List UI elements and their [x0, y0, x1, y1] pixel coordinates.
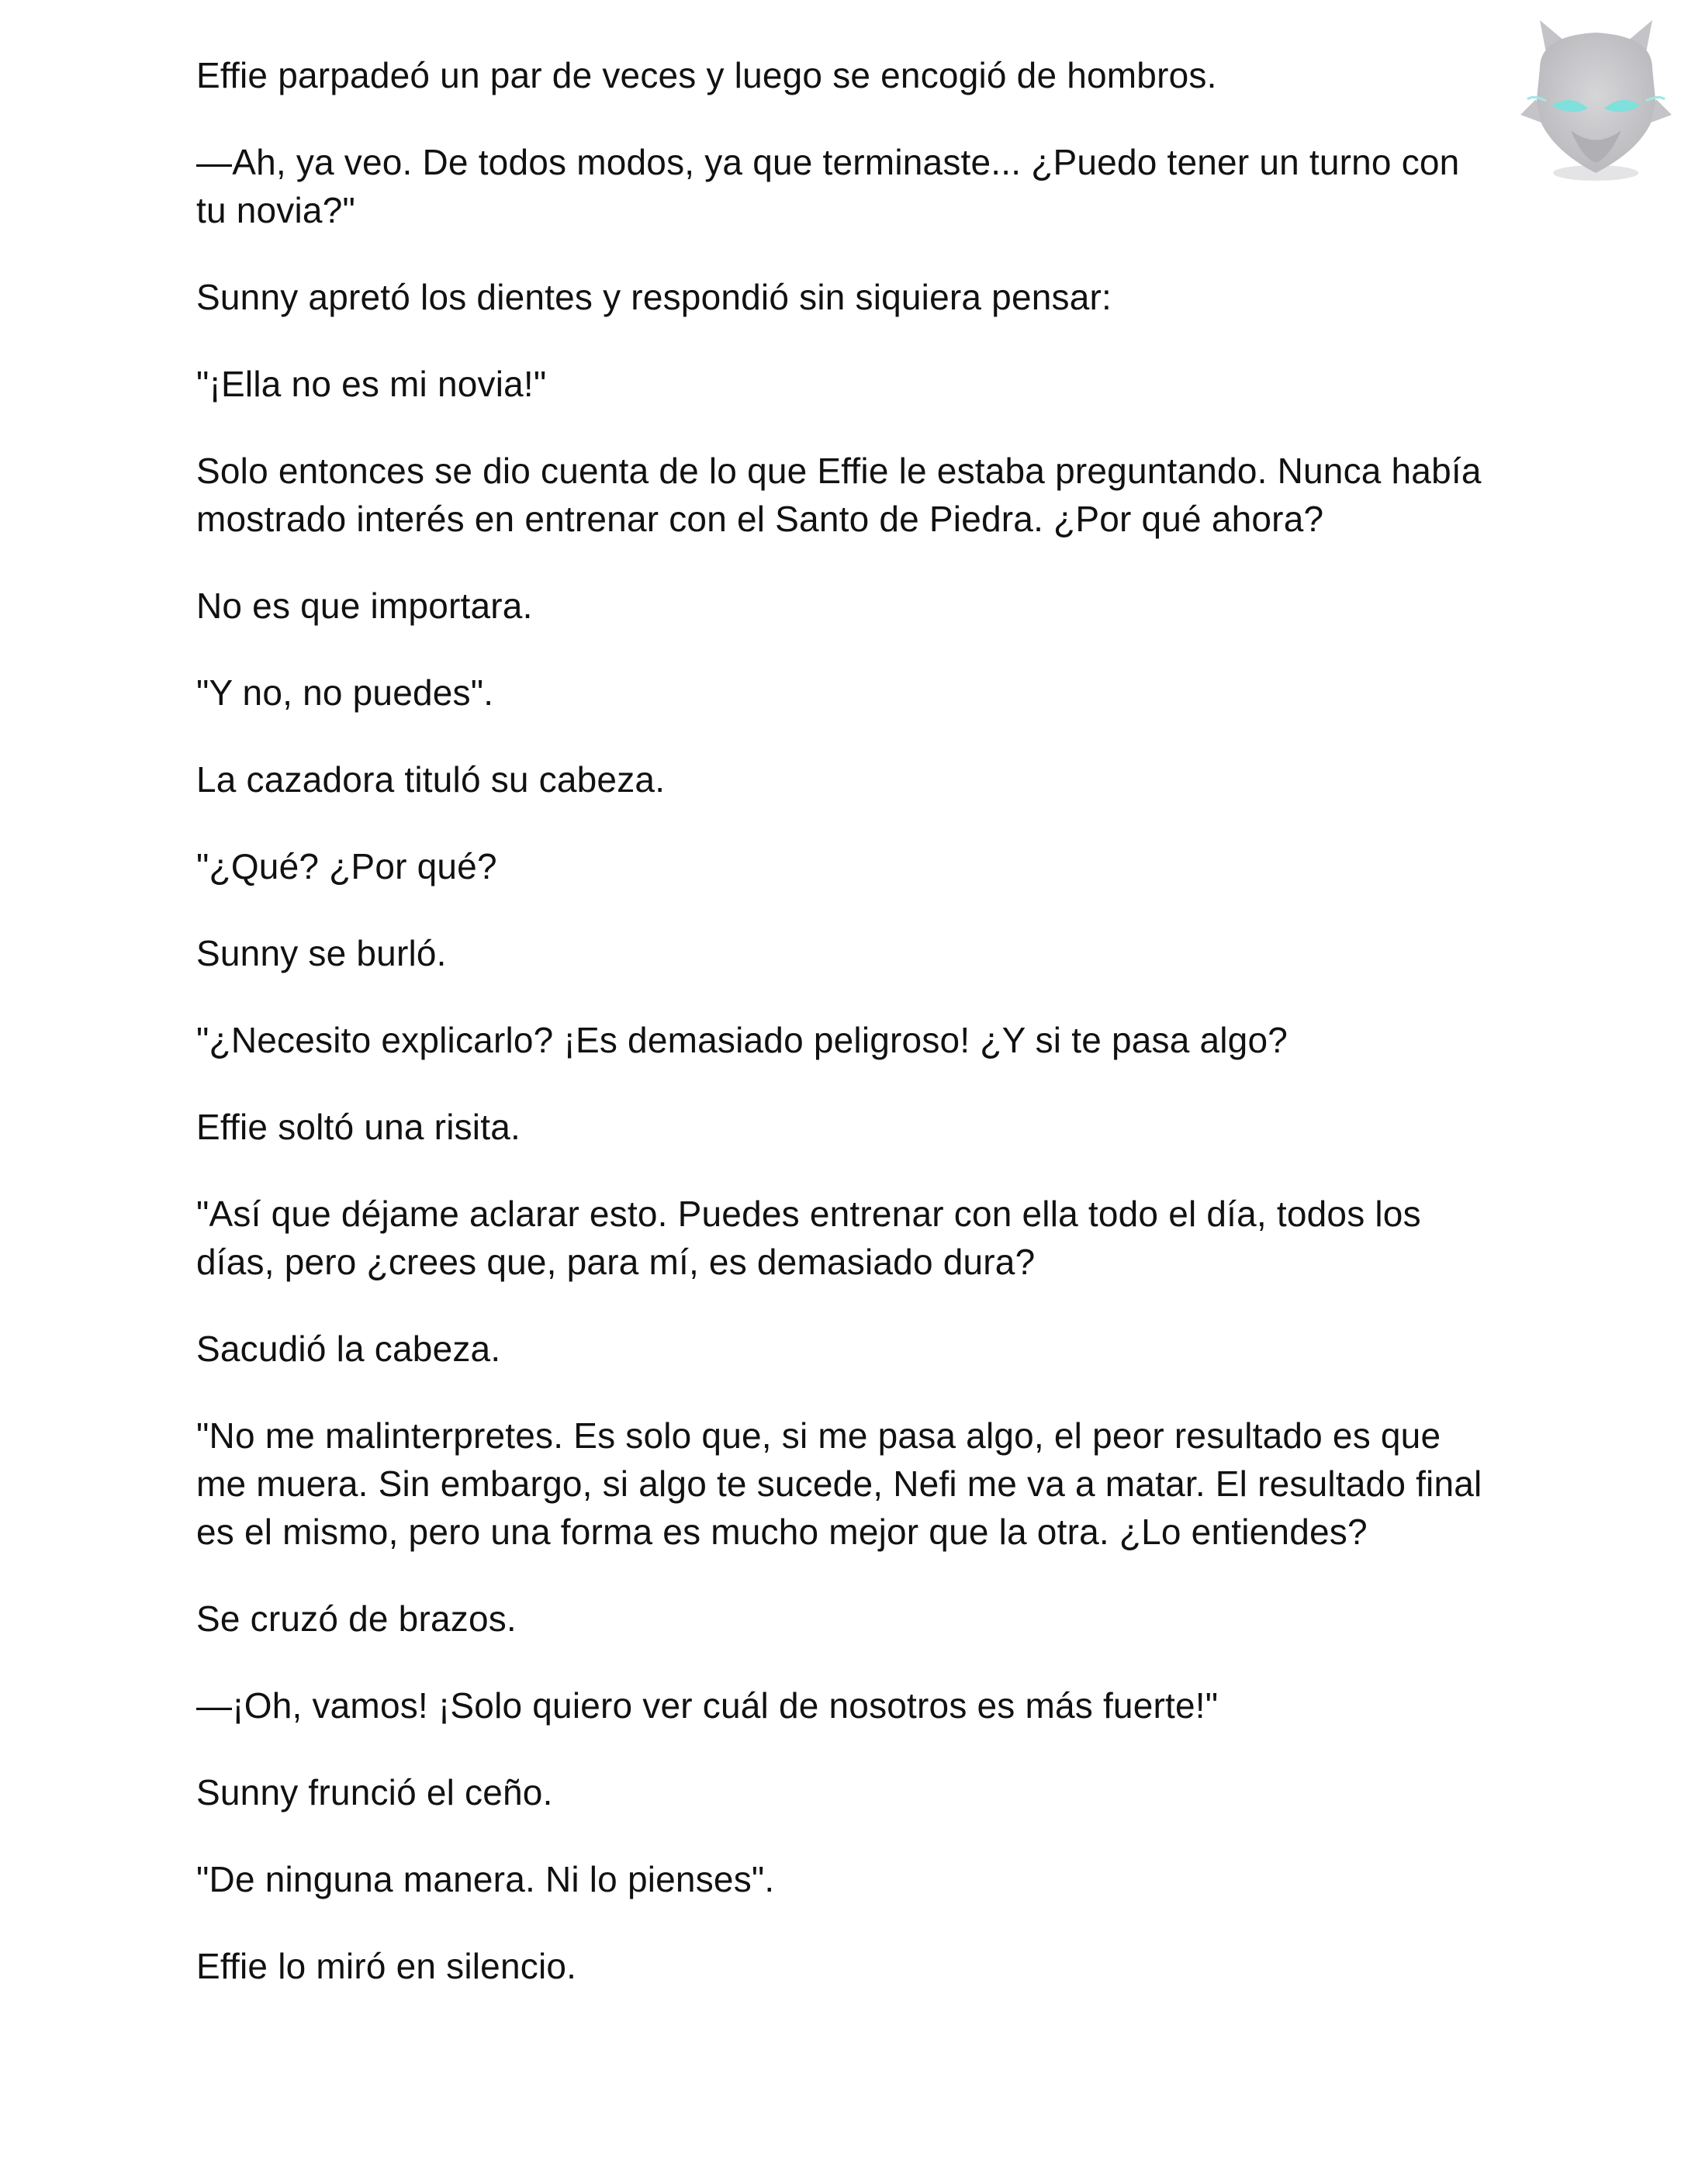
paragraph: "Y no, no puedes".	[196, 672, 494, 713]
paragraph: "¿Qué? ¿Por qué?	[196, 846, 497, 886]
paragraph: Effie parpadeó un par de veces y luego se encogió de hombros.	[196, 55, 1217, 95]
paragraph: Sacudió la cabeza.	[196, 1329, 501, 1369]
paragraph: —Ah, ya veo. De todos modos, ya que terminaste... ¿Puedo tener un turno con tu novia?"	[196, 142, 1460, 230]
paragraph: "No me malinterpretes. Es solo que, si me pasa algo, el peor resultado es que me muera. Sin embargo, si algo te sucede, Nefi me va a matar. El resultado final es el mismo, pero una forma es mucho mejor que la otra. ¿Lo entiendes?	[196, 1415, 1482, 1552]
document-body	[196, 51, 1499, 2029]
paragraph: Sunny apretó los dientes y respondió sin siquiera pensar:	[196, 277, 1112, 317]
paragraph: —¡Oh, vamos! ¡Solo quiero ver cuál de nosotros es más fuerte!"	[196, 1685, 1219, 1726]
paragraph: "Así que déjame aclarar esto. Puedes entrenar con ella todo el día, todos los días, pero ¿crees que, para mí, es demasiado dura?	[196, 1194, 1421, 1282]
paragraph: "¿Necesito explicarlo? ¡Es demasiado peligroso! ¿Y si te pasa algo?	[196, 1020, 1288, 1060]
paragraph: "De ninguna manera. Ni lo pienses".	[196, 1859, 775, 1899]
demon-head-logo-icon	[1517, 14, 1676, 188]
paragraph: No es que importara.	[196, 586, 533, 626]
paragraph: Sunny se burló.	[196, 933, 447, 973]
paragraph: Effie lo miró en silencio.	[196, 1946, 577, 1986]
paragraph: Se cruzó de brazos.	[196, 1598, 517, 1639]
paragraph: Effie soltó una risita.	[196, 1107, 521, 1147]
paragraph: La cazadora tituló su cabeza.	[196, 759, 666, 800]
paragraph: Solo entonces se dio cuenta de lo que Effie le estaba preguntando. Nunca había mostrado interés en entrenar con el Santo de Piedra. ¿Por qué ahora?	[196, 451, 1482, 539]
paragraph: "¡Ella no es mi novia!"	[196, 364, 547, 404]
paragraph: Sunny frunció el ceño.	[196, 1772, 553, 1813]
